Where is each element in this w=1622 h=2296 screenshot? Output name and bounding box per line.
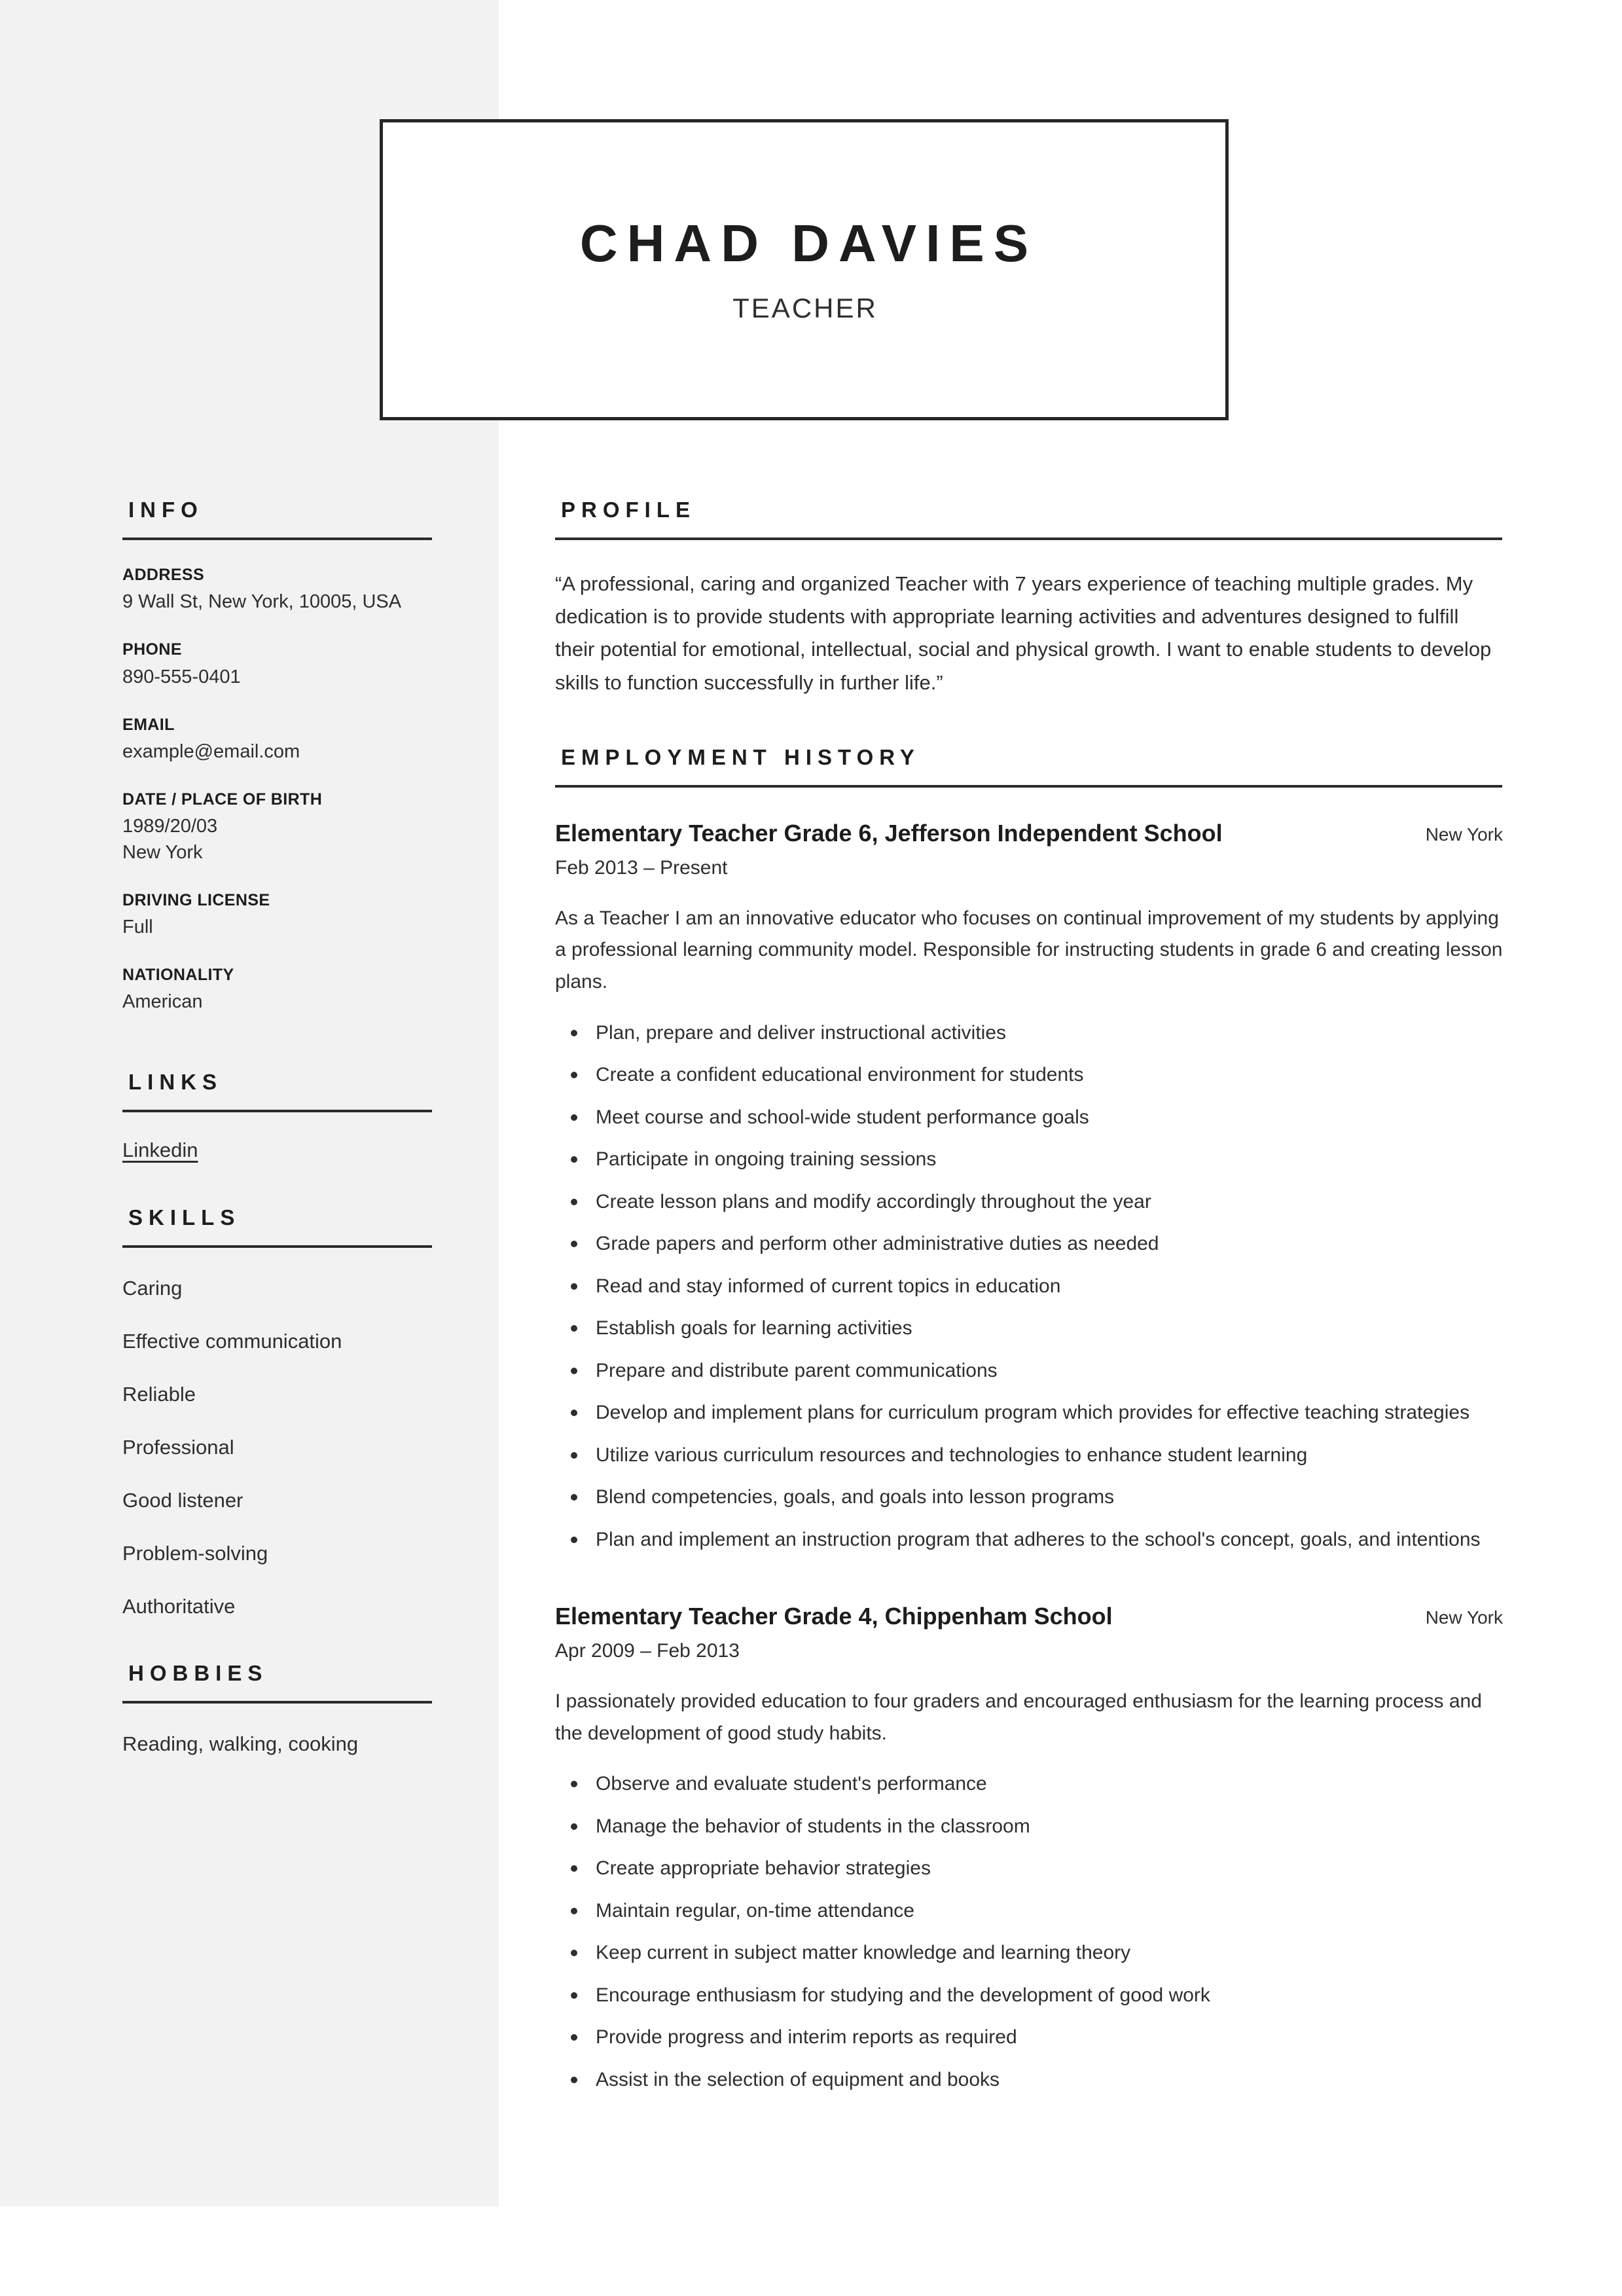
info-field-label: PHONE <box>122 640 182 659</box>
job-bullet: Create lesson plans and modify accordingly throughout the year <box>555 1187 1503 1218</box>
job-bullet: Blend competencies, goals, and goals into lesson programs <box>555 1482 1503 1513</box>
hobbies-section <box>122 1662 433 1754</box>
profile-section <box>555 499 1503 699</box>
job-list <box>555 818 1503 2095</box>
employment-history-section <box>555 746 1503 2095</box>
info-section <box>122 499 433 1015</box>
info-field-value: example@email.com <box>122 741 300 763</box>
skill-item: Good listener <box>122 1489 243 1512</box>
job-bullet: Maintain regular, on-time attendance <box>555 1896 1503 1927</box>
candidate-name: CHAD DAVIES <box>579 214 1038 272</box>
employment-history-heading: EMPLOYMENT HISTORY <box>561 744 920 769</box>
info-field-label: EMAIL <box>122 715 175 734</box>
skill-item: Professional <box>122 1436 234 1459</box>
info-field <box>122 715 433 765</box>
info-field-label: NATIONALITY <box>122 966 234 985</box>
skill-item: Caring <box>122 1277 183 1300</box>
job-headline <box>555 818 1503 849</box>
links-section <box>122 1071 433 1162</box>
links-heading: LINKS <box>128 1070 223 1095</box>
skills-heading: SKILLS <box>128 1205 241 1230</box>
info-field <box>122 640 433 689</box>
skills-list <box>122 1278 433 1616</box>
job-bullet: Assist in the selection of equipment and books <box>555 2065 1503 2096</box>
hobbies-heading: HOBBIES <box>128 1661 268 1686</box>
info-field-label: DRIVING LICENSE <box>122 890 270 909</box>
info-field <box>122 965 433 1015</box>
skill-item: Authoritative <box>122 1595 236 1618</box>
job-dates: Apr 2009 – Feb 2013 <box>555 1639 740 1662</box>
name-header-box <box>380 119 1229 420</box>
job-entry <box>555 818 1503 1555</box>
job-bullet: Meet course and school-wide student performance goals <box>555 1102 1503 1133</box>
links-list <box>122 1112 433 1162</box>
info-field <box>122 890 433 940</box>
job-bullet: Read and stay informed of current topics in education <box>555 1271 1503 1302</box>
info-field-value: American <box>122 991 203 1013</box>
skill-item: Effective communication <box>122 1330 342 1353</box>
job-bullet: Develop and implement plans for curriculum program which provides for effective teaching strategies <box>555 1398 1503 1429</box>
info-field-value: 9 Wall St, New York, 10005, USA <box>122 591 402 613</box>
profile-text: “A professional, caring and organized Teacher with 7 years experience of teaching multiple grades. My dedication is to provide students with appropriate learning activities and adventures designed to fulfill their potential for emotional, intellectual, social and physical growth. I want to enable students to develop skills to function successfully in further life.” <box>555 572 1492 694</box>
job-bullet: Participate in ongoing training sessions <box>555 1144 1503 1175</box>
employment-history-divider <box>555 785 1502 788</box>
job-location: New York <box>1425 1607 1503 1628</box>
job-bullet: Grade papers and perform other administrative duties as needed <box>555 1229 1503 1260</box>
hobbies-value: Reading, walking, cooking <box>122 1732 359 1756</box>
job-summary: I passionately provided education to four graders and encouraged enthusiasm for the learning process and the development of good study habits. <box>555 1690 1482 1744</box>
job-bullet-list <box>555 1018 1503 1556</box>
skill-item: Problem-solving <box>122 1542 268 1565</box>
info-field-value: 890-555-0401 <box>122 666 241 687</box>
job-bullet: Create a confident educational environment for students <box>555 1060 1503 1091</box>
skill-item: Reliable <box>122 1383 196 1406</box>
sidebar <box>122 499 433 1754</box>
job-summary: As a Teacher I am an innovative educator who focuses on continual improvement of my students by applying a professional learning community model. Responsible for instructing students in grade 6 and creating lesson plans. <box>555 907 1503 993</box>
skills-section <box>122 1207 433 1616</box>
job-bullet-list <box>555 1769 1503 2095</box>
main-column <box>555 499 1503 2095</box>
info-field-label: DATE / PLACE OF BIRTH <box>122 790 323 809</box>
candidate-job-title: TEACHER <box>732 293 878 323</box>
sidebar-link-linkedin[interactable]: Linkedin <box>122 1139 198 1162</box>
job-bullet: Plan and implement an instruction program that adheres to the school's concept, goals, and intentions <box>555 1525 1503 1556</box>
job-bullet: Prepare and distribute parent communications <box>555 1356 1503 1387</box>
job-bullet: Plan, prepare and deliver instructional activities <box>555 1018 1503 1049</box>
profile-divider <box>555 538 1502 540</box>
skills-divider <box>122 1245 432 1248</box>
profile-heading: PROFILE <box>561 498 696 522</box>
info-divider <box>122 538 432 540</box>
info-field <box>122 565 433 615</box>
info-field-label: ADDRESS <box>122 566 205 584</box>
job-bullet: Observe and evaluate student's performance <box>555 1769 1503 1800</box>
info-field-list <box>122 565 433 1015</box>
job-bullet: Provide progress and interim reports as required <box>555 2022 1503 2053</box>
job-bullet: Encourage enthusiasm for studying and the development of good work <box>555 1980 1503 2011</box>
job-bullet: Manage the behavior of students in the classroom <box>555 1812 1503 1842</box>
info-field <box>122 790 433 866</box>
job-dates: Feb 2013 – Present <box>555 856 728 879</box>
job-title: Elementary Teacher Grade 6, Jefferson Independent School <box>555 819 1223 847</box>
job-entry <box>555 1601 1503 2095</box>
job-title: Elementary Teacher Grade 4, Chippenham School <box>555 1603 1113 1630</box>
job-headline <box>555 1601 1503 1632</box>
job-bullet: Establish goals for learning activities <box>555 1313 1503 1344</box>
job-bullet: Utilize various curriculum resources and technologies to enhance student learning <box>555 1440 1503 1471</box>
info-heading: INFO <box>128 498 204 522</box>
hobbies-divider <box>122 1701 432 1704</box>
job-bullet: Create appropriate behavior strategies <box>555 1853 1503 1884</box>
job-bullet: Keep current in subject matter knowledge and learning theory <box>555 1938 1503 1969</box>
info-field-value: Full <box>122 916 153 938</box>
job-location: New York <box>1425 824 1503 845</box>
info-field-value: 1989/20/03 New York <box>122 816 218 863</box>
